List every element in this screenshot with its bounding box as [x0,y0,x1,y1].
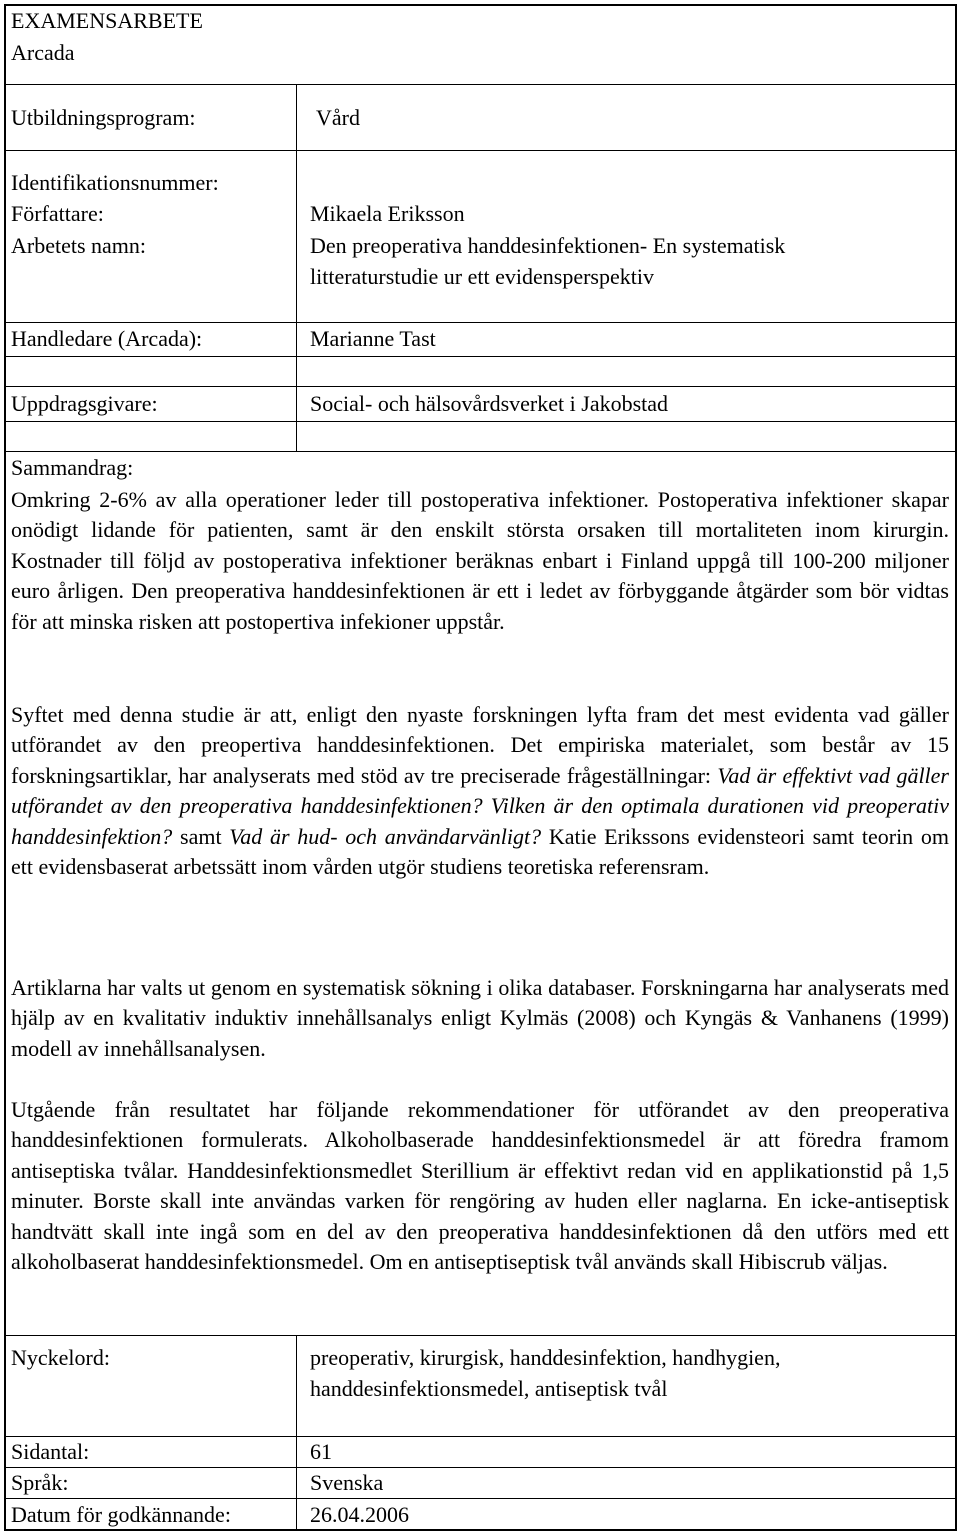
keywords-line-1: preoperativ, kirurgisk, handdesinfektion, handhygien, [310,1345,781,1370]
rule [4,1467,957,1468]
column-divider [296,84,297,451]
document-type: EXAMENSARBETE [11,8,203,33]
rule [4,356,957,357]
abstract-paragraph-3: Artiklarna har valts ut genom en systematisk sökning i olika databaser. Forskningarna har analyserats med hjälp av en kvalitativ induktiv innehållsanalys enligt Kylmäs (2008) och Kyngäs & Vanhanens (1999) modell av innehållsanalysen. [11,975,949,1061]
rule [4,84,957,85]
approval-date-label: Datum för godkännande: [11,1502,231,1527]
rule [4,1436,957,1437]
client-value: Social- och hälsovårdsverket i Jakobstad [310,391,669,416]
rule [4,386,957,387]
program-label: Utbildningsprogram: [11,105,196,130]
rule [4,150,957,151]
work-title-label: Arbetets namn: [11,233,147,258]
client-label: Uppdragsgivare: [11,391,158,416]
rule [4,421,957,422]
institution: Arcada [11,40,75,65]
keywords-label: Nyckelord: [11,1345,110,1370]
abstract-paragraph-2: Syftet med denna studie är att, enligt den nyaste forskningen lyfta fram det mest evidenta vad gäller utförandet av den preopertiva handdesinfektionen. Det empiriska materialet, som består av 15 forskningsartiklar, har analyserats med stöd av tre preciserade frågeställningar: Vad är effektivt vad gäller utförandet av den preoperativa handdesinfektionen? Vilken är den optimala durationen vid preoperativ handdesinfektion? samt Vad är hud- och användarvänligt? Katie Erikssons evidensteori samt teorin om ett evidensbaserat arbetssätt inom vården utgör studiens teoretiska referensram. [11,702,949,880]
program-value: Vård [316,105,360,130]
frame-left [4,4,6,1531]
abstract-label: Sammandrag: [11,455,134,480]
supervisor-value: Marianne Tast [310,326,436,351]
rule [4,1335,957,1336]
work-title-line-2: litteraturstudie ur ett evidensperspektiv [310,264,654,289]
id-label: Identifikationsnummer: [11,170,219,195]
work-title-line-1: Den preoperativa handdesinfektionen- En systematisk [310,233,786,258]
abstract-paragraph-1: Omkring 2-6% av alla operationer leder till postoperativa infektioner. Postoperativa infektioner skapar onödigt lidande för patienten, samt är den enskilt största orsaken till mortaliteten inom kirurgin. Kostnader till följd av postoperativa infektioner beräknas enbart i Finland uppgå till 100-200 miljoner euro årligen. Den preoperativa handdesinfektionen är ett i ledet av förbyggande åtgärder som bör vidtas för att minska risken att postopertiva infekioner uppstår. [11,487,949,634]
author-value: Mikaela Eriksson [310,201,465,226]
abstract-paragraph-4: Utgående från resultatet har följande rekommendationer för utförandet av den preoperativa handdesinfektionen formulerats. Alkoholbaserade handdesinfektionsmedel är att föredra framom antiseptiska tvålar. Handdesinfektionsmedlet Sterillium är effektivt redan vid en applikationstid på 1,5 minuter. Borste skall inte användas varken för rengöring av huden eller naglarna. En icke-antiseptisk handtvätt skall inte ingå som en del av den preoperativa handdesinfektionen då den utförs med ett alkoholbaserat handdesinfektionsmedel. Om en antiseptiseptisk tvål används skall Hibiscrub väljas. [11,1097,949,1275]
rule [4,451,957,452]
approval-date-value: 26.04.2006 [310,1502,409,1527]
language-label: Språk: [11,1470,69,1495]
column-divider [296,1335,297,1530]
keywords-line-2: handdesinfektionsmedel, antiseptisk tvål [310,1376,668,1401]
supervisor-label: Handledare (Arcada): [11,326,203,351]
author-label: Författare: [11,201,104,226]
language-value: Svenska [310,1470,384,1495]
frame-right [955,4,957,1531]
pages-label: Sidantal: [11,1439,90,1464]
pages-value: 61 [310,1439,332,1464]
